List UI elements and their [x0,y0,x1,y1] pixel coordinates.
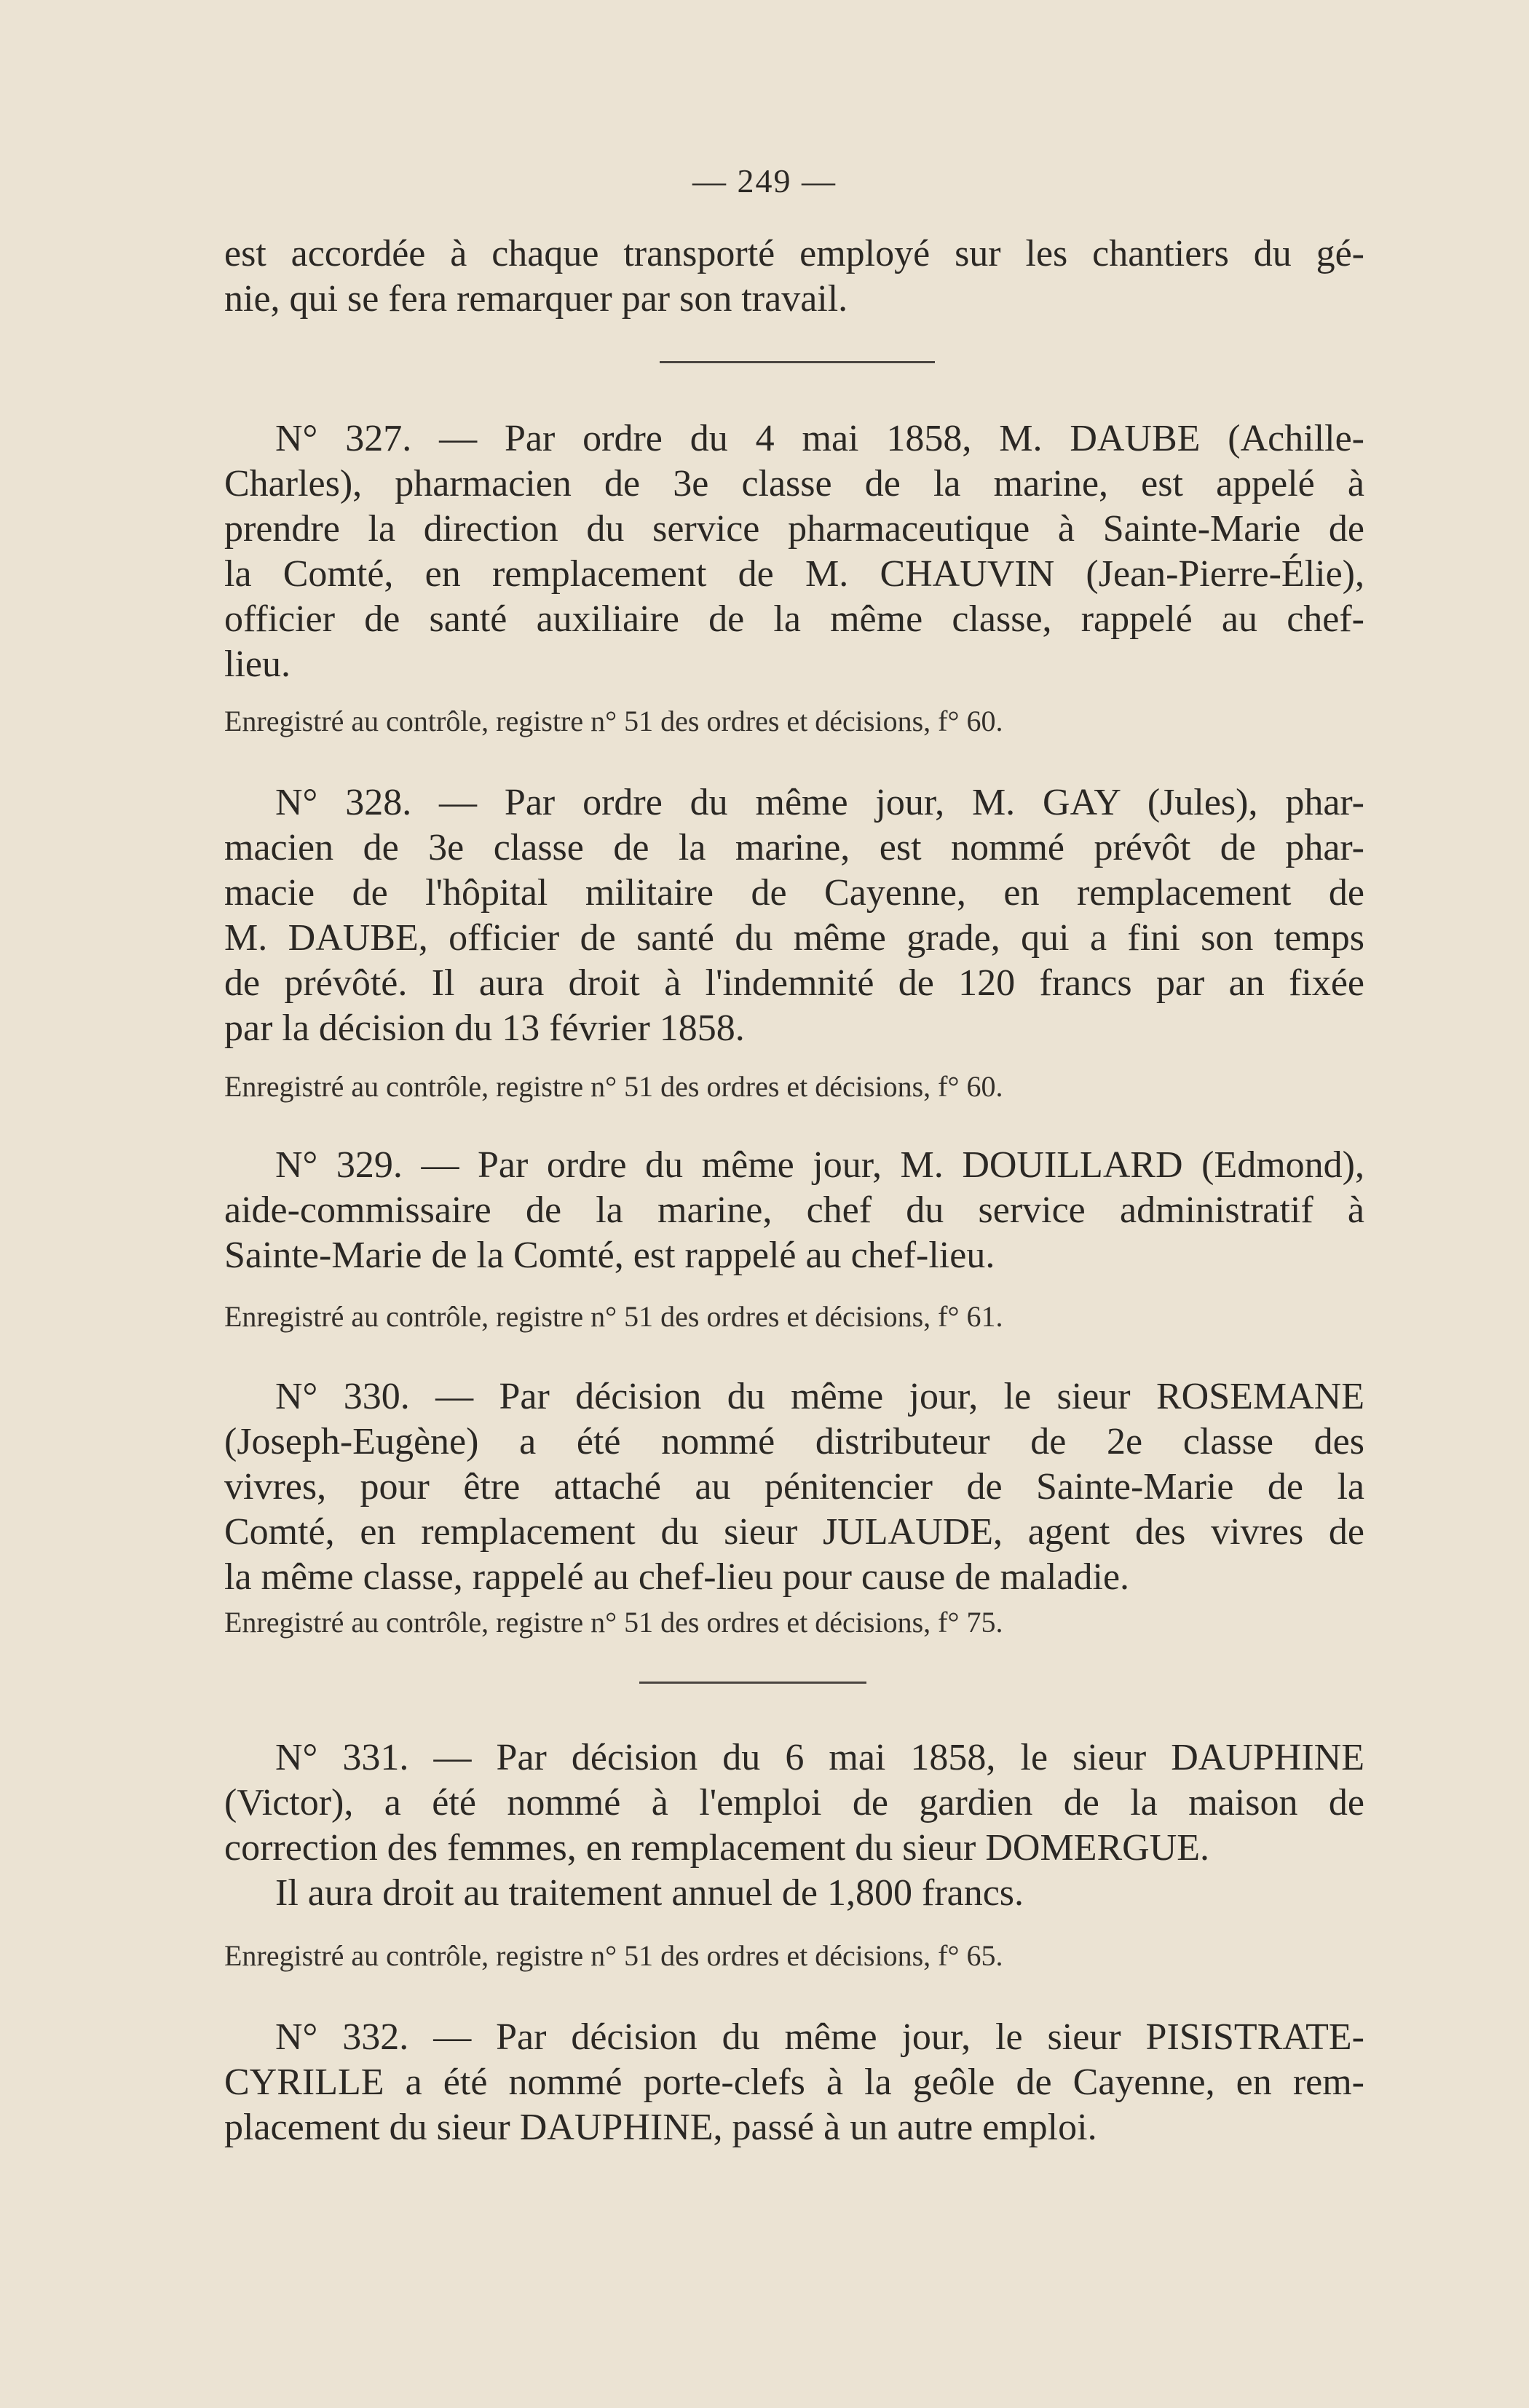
text-line: correction des femmes, en remplacement du sieur DOMERGUE. [224,1827,1210,1869]
entry-328 [224,780,1364,1051]
text-line: N° 329. — Par ordre du même jour, M. DOUILLARD (Edmond), [275,1144,1364,1186]
text-line: N° 331. — Par décision du 6 mai 1858, le sieur DAUPHINE [275,1737,1364,1778]
text-line: officier de santé auxiliaire de la même classe, rappelé au chef- [224,598,1364,640]
text-line: (Victor), a été nommé à l'emploi de gardien de la maison de [224,1782,1364,1823]
text-line: vivres, pour être attaché au pénitencier de Sainte-Marie de la [224,1466,1364,1508]
text-line: macie de l'hôpital militaire de Cayenne, en remplacement de [224,872,1364,914]
text-line: N° 328. — Par ordre du même jour, M. GAY (Jules), phar- [275,782,1364,823]
text-line: est accordée à chaque transporté employé sur les chantiers du gé- [224,233,1364,274]
text-line: de prévôté. Il aura droit à l'indemnité de 120 francs par an fixée [224,962,1364,1004]
text-line: nie, qui se fera remarquer par son travail. [224,278,848,320]
text-line: Charles), pharmacien de 3e classe de la marine, est appelé à [224,463,1364,504]
text-line: macien de 3e classe de la marine, est nommé prévôt de phar- [224,827,1364,868]
intro-paragraph [224,231,1364,322]
text-line: (Joseph-Eugène) a été nommé distributeur de 2e classe des [224,1421,1364,1462]
entry-332 [224,2015,1364,2150]
entry-327 [224,416,1364,687]
text-line: prendre la direction du service pharmaceutique à Sainte-Marie de [224,508,1364,550]
text-line: N° 332. — Par décision du même jour, le sieur PISISTRATE- [275,2016,1364,2058]
entry-331 [224,1735,1364,1916]
text-line: aide-commissaire de la marine, chef du service administratif à [224,1189,1364,1231]
entry-330 [224,1374,1364,1600]
text-line: Sainte-Marie de la Comté, est rappelé au chef-lieu. [224,1235,995,1276]
text-line: Il aura droit au traitement annuel de 1,800 francs. [275,1872,1024,1914]
register-note-328: Enregistré au contrôle, registre n° 51 des ordres et décisions, f° 60. [224,1070,1003,1103]
register-note-327: Enregistré au contrôle, registre n° 51 des ordres et décisions, f° 60. [224,705,1003,737]
text-line: N° 330. — Par décision du même jour, le sieur ROSEMANE [275,1376,1364,1417]
register-note-329: Enregistré au contrôle, registre n° 51 des ordres et décisions, f° 61. [224,1300,1003,1333]
text-line: par la décision du 13 février 1858. [224,1007,745,1049]
register-note-331: Enregistré au contrôle, registre n° 51 des ordres et décisions, f° 65. [224,1939,1003,1972]
text-line: lieu. [224,643,291,685]
text-line: placement du sieur DAUPHINE, passé à un autre emploi. [224,2107,1097,2148]
text-line: Comté, en remplacement du sieur JULAUDE, agent des vivres de [224,1511,1364,1553]
register-note-330: Enregistré au contrôle, registre n° 51 des ordres et décisions, f° 75. [224,1606,1003,1639]
text-line: la même classe, rappelé au chef-lieu pour cause de maladie. [224,1556,1130,1598]
text-line: M. DAUBE, officier de santé du même grade, qui a fini son temps [224,917,1364,959]
entry-329 [224,1143,1364,1278]
section-divider [660,361,935,363]
section-divider [639,1682,866,1684]
page-number: — 249 — [692,162,837,199]
text-line: la Comté, en remplacement de M. CHAUVIN (Jean-Pierre-Élie), [224,553,1364,595]
text-line: N° 327. — Par ordre du 4 mai 1858, M. DAUBE (Achille- [275,418,1364,459]
text-line: CYRILLE a été nommé porte-clefs à la geôle de Cayenne, en rem- [224,2062,1364,2103]
